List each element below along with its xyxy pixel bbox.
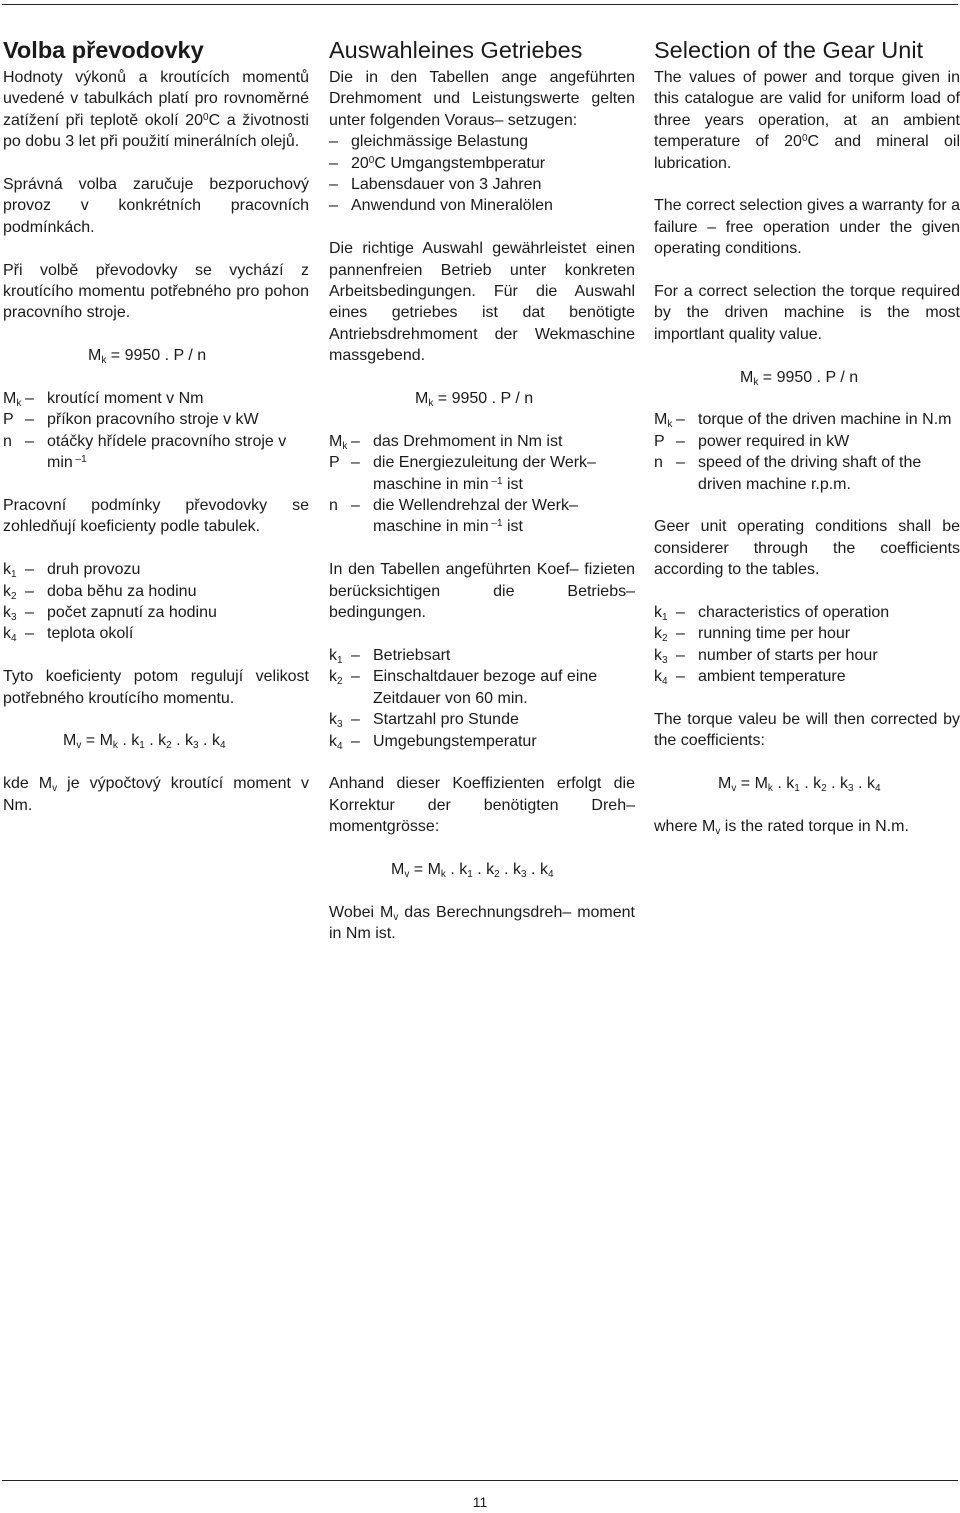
definition-text: počet zapnutí za hodinu [47,604,217,622]
german-paragraph-4: Anhand dieser Koeffizienten erfolgt die Korrektur der benötigten Dreh– momentgrösse: [329,775,635,836]
dash-separator: – [351,646,360,664]
definition-text: number of starts per hour [698,646,878,664]
czech-paragraph-4: Pracovní podmínky převodovky se zohledňují koeficienty podle tabulek. [3,497,309,536]
definition-row [654,452,960,495]
definition-text: power required in kW [698,432,850,450]
english-paragraph-6: where $M_v$ is the rated torque in N.m. [654,818,909,838]
bottom-rule [2,1480,958,1481]
dash-separator: – [351,711,360,729]
definition-text: příkon pracovního stroje v kW [47,411,259,429]
definition-text: running time per hour [698,625,851,643]
english-paragraph-5: The torque valeu be will then corrected by the coefficients: [654,711,960,750]
definition-text: Betriebsart [373,646,451,664]
definition-row [3,409,309,430]
column-german [329,36,635,945]
definition-symbol: P [654,432,665,450]
definition-text: Startzahl pro Stunde [373,711,519,729]
definition-text: Einschaltdauer bezoge auf eine Zeitdauer von 60 min. [373,668,598,707]
condition-item [329,174,635,195]
definition-row [654,666,960,687]
definition-symbol: $M_k$ [654,411,673,431]
english-paragraph-2: The correct selection gives a warranty for a failure – free operation under the given operating conditions. [654,197,960,258]
definition-symbol: n [329,497,338,515]
definition-text: characteristics of operation [698,604,890,622]
english-paragraph-1: The values of power and torque given in this catalogue are valid for uniform load of three years operation, at an ambient temperature of $20^0C$ and mineral oil lubrication. [654,69,960,172]
column-english [654,36,960,837]
definition-text: teplota okolí [47,625,134,643]
czech-paragraph-6: kde $M_v$ je výpočtový kroutící moment v Nm. [3,775,310,814]
czech-paragraph-2: Správná volba zaručuje bezporuchový provoz v konkrétních pracovních podmínkách. [3,176,309,236]
definition-row [329,452,635,495]
condition-item [329,195,635,216]
definition-row [654,645,960,666]
dash-separator: – [351,732,360,750]
german-symbol-definitions [329,431,635,538]
condition-text: gleichmässige Belastung [351,133,528,151]
english-formula-mk: $M_k = 9950$ . P / n [740,368,859,388]
german-formula-mk: $M_k = 9950$ . P / n [415,390,534,410]
definition-text: das Drehmoment in Nm ist [373,432,563,450]
czech-paragraph-5: Tyto koeficienty potom regulují velikost potřebného kroutícího momentu. [3,668,309,707]
german-paragraph-3: In den Tabellen angeführten Koef– fizieten berücksichtigen die Betriebs– bedingungen. [329,561,635,622]
definition-row [3,388,309,409]
definition-row [654,409,960,430]
definition-row [329,645,635,666]
dash-separator: – [676,625,685,643]
czech-formula-mk: $M_k = 9950$ . P / n [88,347,207,367]
definition-row [3,602,309,623]
czech-coefficient-definitions [3,559,309,645]
dash-separator: – [351,668,360,686]
condition-item [329,153,635,174]
definition-symbol: $k_4$ [3,625,17,645]
definition-symbol: $k_3$ [654,646,668,666]
english-title: Selection of the Gear Unit [654,37,924,63]
english-paragraph-4: Geer unit operating conditions shall be considerer through the coefficients according to the tables. [654,518,960,579]
definition-row [329,709,635,730]
definition-text: die Wellendrehzal der Werk– maschine in min $^{-1}$ ist [373,497,578,536]
german-title: Auswahleines Getriebes [329,37,583,63]
czech-symbol-definitions [3,388,309,474]
definition-text: kroutící moment v Nm [47,390,204,408]
definition-text: druh provozu [47,561,141,579]
dash-separator: – [25,561,34,579]
english-coefficient-definitions [654,602,960,688]
definition-text: die Energiezuleitung der Werk– maschine in min $^{-1}$ ist [373,454,596,493]
czech-paragraph-1: Hodnoty výkonů a kroutících momentů uvedené v tabulkách platí pro rovnoměrné zatížení při teplotě okolí $20^0C$ a životnosti po dobu 3 let při použití minerálních olejů. [3,69,309,151]
dash-separator: – [676,454,685,472]
definition-symbol: $k_2$ [3,582,17,602]
dash-separator: – [351,454,360,472]
dash-bullet: – [329,176,338,194]
dash-separator: – [676,668,685,686]
dash-separator: – [676,604,685,622]
definition-row [3,559,309,580]
dash-bullet: – [329,197,338,215]
dash-separator: – [676,646,685,664]
english-symbol-definitions [654,409,960,495]
definition-row [3,623,309,644]
definition-symbol: n [654,454,663,472]
dash-separator: – [25,625,34,643]
definition-symbol: $k_1$ [3,561,17,581]
definition-row [329,666,635,709]
definition-symbol: $k_1$ [329,646,343,666]
dash-separator: – [351,432,360,450]
dash-separator: – [676,432,685,450]
condition-text: $20^0C$ Umgangstembperatur [351,154,546,172]
definition-symbol: $k_1$ [654,604,668,624]
dash-bullet: – [329,154,338,172]
definition-symbol: P [329,454,340,472]
definition-row [329,495,635,538]
column-czech [3,36,309,816]
definition-text: ambient temperature [698,668,846,686]
definition-symbol: $k_3$ [329,711,343,731]
definition-symbol: n [3,432,12,450]
dash-separator: – [25,604,34,622]
czech-formula-mv: $M_v = M_k$ . $k_1$ . $k_2$ . $k_3$ . $k_4$ [63,732,226,752]
definition-symbol: $k_2$ [329,668,343,688]
definition-row [654,623,960,644]
definition-row [3,431,309,474]
definition-symbol: $M_k$ [329,432,348,452]
definition-symbol: $k_3$ [3,604,17,624]
german-formula-mv: $M_v = M_k$ . $k_1$ . $k_2$ . $k_3$ . $k_4$ [391,860,554,880]
english-formula-mv: $M_v = M_k$ . $k_1$ . $k_2$ . $k_3$ . $k_4$ [718,775,881,795]
german-paragraph-2: Die richtige Auswahl gewährleistet einen pannenfreien Betrieb unter konkreten Arbeitsbedingungen. Für die Auswahl eines getriebes ist dat benötigte Antriebsdrehmoment der Wekmaschine massgebend. [329,240,635,365]
czech-title: Volba převodovky [3,37,204,63]
definition-row [329,431,635,452]
definition-symbol: $k_4$ [329,732,343,752]
condition-item [329,131,635,152]
definition-row [654,431,960,452]
condition-text: Anwendund von Mineralölen [351,197,553,215]
definition-text: doba běhu za hodinu [47,582,197,600]
dash-separator: – [25,582,34,600]
definition-row [654,602,960,623]
definition-symbol: $M_k$ [3,390,22,410]
dash-separator: – [25,432,34,450]
dash-separator: – [25,390,34,408]
definition-text: torque of the driven machine in N.m [698,411,952,429]
german-paragraph-5: Wobei $M_v$ das Berechnungsdreh– moment in Nm ist. [329,903,635,943]
english-paragraph-3: For a correct selection the torque required by the driven machine is the most importlant quality value. [654,283,960,343]
dash-bullet: – [329,133,338,151]
condition-text: Labensdauer von 3 Jahren [351,176,542,194]
dash-separator: – [25,411,34,429]
czech-paragraph-3: Při volbě převodovky se vychází z kroutícího momentu potřebného pro pohon pracovního stroje. [3,261,309,322]
definition-row [3,581,309,602]
definition-text: otáčky hřídele pracovního stroje v min $^{-1}$ [47,432,287,472]
definition-symbol: P [3,411,14,429]
definition-row [329,731,635,752]
dash-separator: – [351,497,360,515]
definition-symbol: $k_4$ [654,668,668,688]
page-number: 11 [472,1494,488,1510]
top-rule [2,4,958,5]
definition-symbol: $k_2$ [654,625,668,645]
definition-text: speed of the driving shaft of the driven machine r.p.m. [698,454,922,493]
german-coefficient-definitions [329,645,635,752]
definition-text: Umgebungstemperatur [373,732,537,750]
dash-separator: – [676,411,685,429]
german-paragraph-1: Die in den Tabellen ange angeführten Drehmoment und Leistungswerte gelten unter folgenden Voraus– setzugen: [329,69,635,129]
german-conditions-list [329,131,635,217]
